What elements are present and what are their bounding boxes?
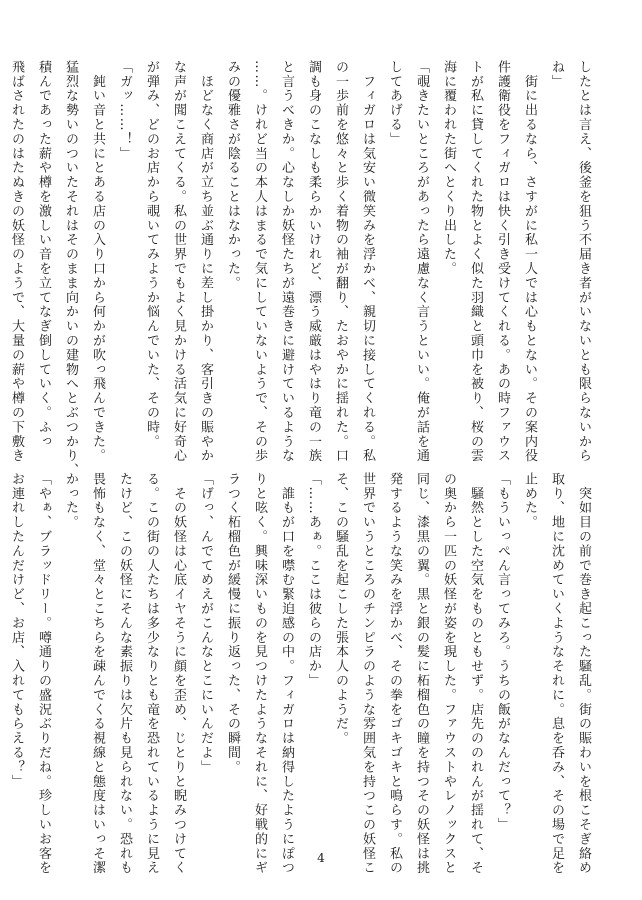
page-number: 4 [317,851,325,865]
text-column-bottom [9,472,597,876]
text-line: かった。 [63,472,78,530]
text-line: 件護衛役をフィガロは快く引き受けてくれる。あの時ファウス [495,60,510,464]
text-line: 突如目の前で巻き起こった騒乱。街の賑わいを根こそぎ絡め [576,472,591,876]
text-line: 発するような笑みを浮かべ、その拳をゴキゴキと鳴らす。私の [387,472,402,876]
text-line: な声が聞こえてくる。私の世界でもよく見かける活気に好奇心 [171,60,186,464]
text-line: 猛烈な勢いのついたそれはそのまま向かいの建物へとぶつかり、 [63,60,78,478]
text-line: の一歩前を悠々と歩く着物の袖が翻り、たおやかに揺れた。口 [333,60,348,464]
text-line: と言うべきか。心なしか妖怪たちが遠巻きに避けているような [279,60,294,464]
text-line: 「ガッ……！」 [117,60,132,161]
text-column-top [9,60,597,478]
text-line: 海に覆われた街へとくり出した。 [441,60,456,276]
text-line: トが私に貸してくれた物とよく似た羽織と頭巾を被り、桜の雲 [468,60,483,464]
text-line: たけど、この妖怪にそんな素振りは欠片も見られない。恐れも [117,472,132,876]
text-line: みの優雅さが陰ることはなかった。 [225,60,240,291]
text-line: 調も身のこなしも柔らかいけれど、漂う威厳はやはり竜の一族 [306,60,321,464]
text-line: 飛ばされたのはたぬきの妖怪のようで、大量の薪や樽の下敷き [9,60,24,464]
text-line: の奥から一匹の妖怪が姿を現した。ファウストやレノックスと [441,472,456,876]
text-line: 取り、地に沈めていくようなそれに。息を呑み、その場で足を [549,472,564,876]
text-line: 「げっ、んでてめえがこんなとこにいんだよ」 [198,472,213,775]
text-line: したとは言え、後釜を狙う不届き者がいないとも限らないから [576,60,591,464]
text-line: ラつく柘榴色が緩慢に振り返った、その瞬間。 [225,472,240,775]
text-line: 騒然とした空気をものともせず。店先ののれんが揺れて、そ [468,472,483,876]
text-line: 世界でいうところのチンピラのような雰囲気を持つこの妖怪こ [360,472,375,876]
text-line: してあげる」 [387,60,402,147]
text-line: ね」 [549,60,564,89]
text-line: 「やぁ、ブラッドリー。噂通りの盛況ぶりだね。珍しいお客を [36,472,51,876]
text-line: が弾み、どのお店から覗いてみようか悩んでいた、その時。 [144,60,159,449]
text-line: その妖怪は心底イヤそうに顔を歪め、じとりと睨みつけてく [171,472,186,876]
text-line: 街に出るなら、さすがに私一人では心もとない。その案内役 [522,60,537,464]
text-line: 「もういっぺん言ってみろ。うちの飯がなんだって？」 [495,472,510,832]
text-line: 「……あぁ。ここは彼らの店か」 [306,472,321,688]
text-line [0,472,3,857]
text-line: 鈍い音と共にとある店の入り口から何かが吹っ飛んできた。 [90,60,105,464]
text-line: りと呟く。興味深いものを見つけたようなそれに、好戦的にギ [252,472,267,876]
text-line: ……。けれど当の本人はまるで気にしていないようで、その歩 [252,60,267,464]
text-line: お連れしたんだけど、お店、入れてもらえる？」 [9,472,24,789]
text-line: 積んであった薪や樽を激しい音を立てなぎ倒していく。ふっ [36,60,51,449]
text-line: ほどなく商店が立ち並ぶ通りに差し掛かり、客引きの賑やか [198,60,213,464]
text-line: 同じ、漆黒の翼。黒と銀の髪に柘榴色の瞳を持つその妖怪は挑 [414,472,429,876]
text-line: そ、この騒乱を起こした張本人のようだ。 [333,472,348,746]
text-line: 止めた。 [522,472,537,530]
text-line: 「覗きたいところがあったら遠慮なく言うといい。俺が話を通 [414,60,429,464]
text-line: 畏怖もなく、堂々とこちらを疎んでくる視線と態度はいっそ潔 [90,472,105,876]
text-line: フィガロは気安い微笑みを浮かべ、親切に接してくれる。私 [360,60,375,464]
text-line: る。この街の人たちは多少なりとも竜を恐れているように見え [144,472,159,876]
text-line: 誰もが口を噤む緊迫感の中。フィガロは納得したようにぽつ [279,472,294,876]
